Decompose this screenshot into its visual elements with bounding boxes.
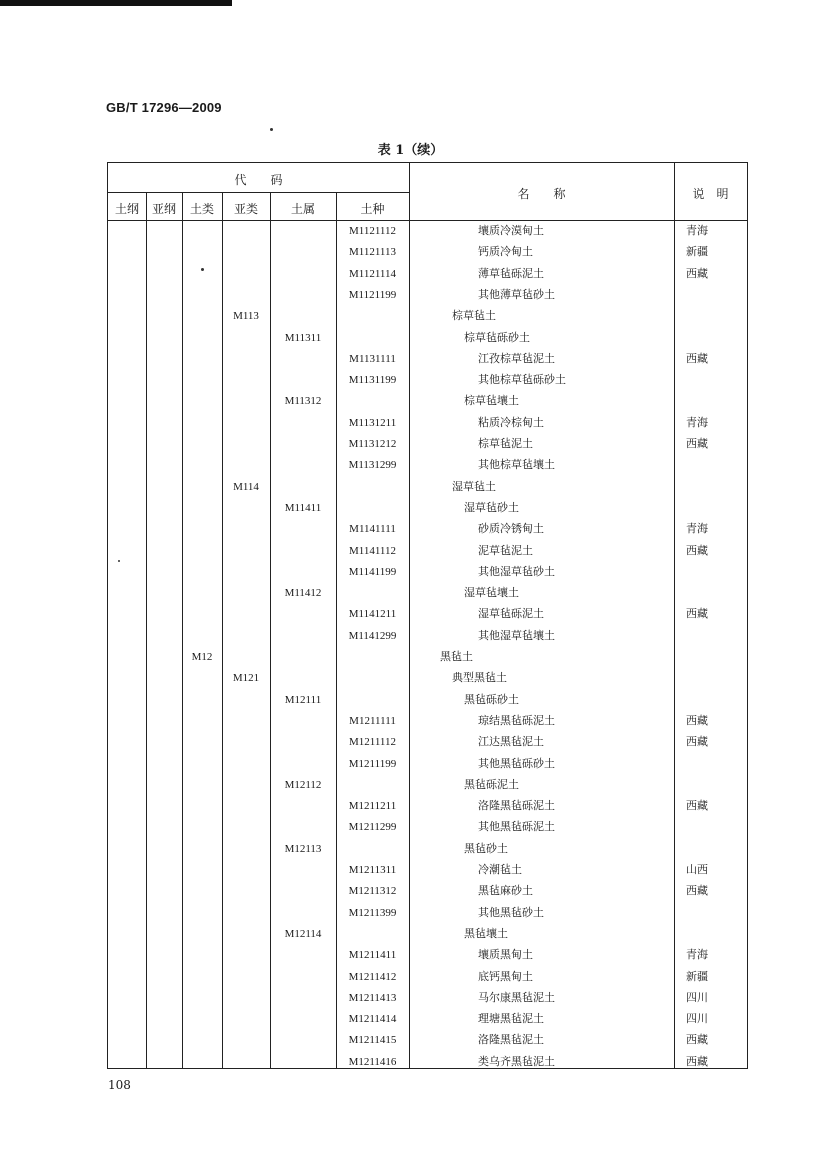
header-note: 说 明 [692, 187, 729, 201]
row-name: 黑毡壤土 [464, 926, 508, 940]
row-name: 薄草毡砾泥土 [478, 266, 544, 280]
row-name: 其他棕草毡壤土 [478, 458, 555, 472]
row-name: 泥草毡泥土 [478, 543, 533, 557]
row-name: 其他湿草毡壤土 [478, 628, 555, 642]
row-name: 黑毡砾砂土 [464, 692, 519, 706]
scan-speck [118, 560, 120, 562]
row-code: M11312 [284, 395, 322, 408]
row-code: M11412 [284, 587, 322, 600]
row-code: M1211112 [348, 736, 397, 749]
standard-code: GB/T 17296—2009 [106, 100, 222, 115]
row-code: M11411 [284, 501, 322, 514]
row-note: 西藏 [686, 1054, 708, 1068]
row-code: M1211399 [348, 906, 397, 919]
row-note: 西藏 [686, 713, 708, 727]
row-note: 山西 [686, 863, 708, 876]
classification-table [107, 162, 748, 1069]
header-divider-lower [108, 220, 747, 221]
row-name: 类乌齐黑毡泥土 [478, 1054, 555, 1068]
row-code: M11311 [284, 331, 322, 344]
row-name: 黑毡砂土 [464, 841, 508, 855]
row-name: 典型黑毡土 [452, 671, 507, 685]
row-note: 西藏 [686, 543, 708, 557]
row-code: M12114 [284, 927, 322, 940]
row-name: 黑毡土 [440, 650, 473, 663]
row-name: 棕草毡壤土 [464, 394, 519, 408]
row-code: M1211412 [348, 970, 397, 983]
col-divider-6 [409, 163, 410, 1068]
row-code: M1131111 [349, 352, 396, 365]
row-name: 冷潮毡土 [478, 863, 522, 876]
row-name: 理塘黑毡泥土 [478, 1012, 544, 1026]
row-name: 湿草毡壤土 [464, 586, 519, 600]
row-name: 马尔康黑毡泥土 [478, 990, 555, 1004]
row-name: 底钙黑甸土 [478, 969, 533, 983]
row-code: M1211299 [348, 821, 397, 834]
row-note: 新疆 [686, 245, 708, 259]
row-code: M1121114 [348, 267, 397, 280]
row-code: M1211211 [348, 800, 397, 813]
header-divider-upper [108, 192, 409, 193]
row-code: M1121199 [348, 288, 397, 301]
header-order: 土纲 [114, 202, 139, 216]
row-note: 西藏 [686, 884, 708, 898]
row-code: M121 [232, 672, 260, 685]
row-name: 粘质冷棕甸土 [478, 415, 544, 429]
row-name: 其他黑毡砂土 [478, 905, 544, 919]
row-name: 其他薄草毡砂土 [478, 287, 555, 301]
row-code: M1211411 [348, 949, 397, 962]
row-note: 西藏 [686, 437, 708, 450]
row-code: M114 [233, 480, 259, 493]
row-name: 湿草毡土 [452, 479, 496, 493]
col-divider-7 [674, 163, 675, 1068]
row-code: M1131211 [348, 416, 397, 429]
row-name: 其他湿草毡砂土 [478, 564, 555, 578]
row-name: 其他黑毡砾砂土 [478, 756, 555, 770]
scan-speck [270, 128, 273, 131]
row-name: 黑毡麻砂土 [478, 884, 533, 898]
row-name: 其他黑毡砾泥土 [478, 820, 555, 834]
row-code: M1131299 [348, 459, 397, 472]
row-name: 江达黑毡泥土 [478, 735, 544, 749]
row-name: 其他棕草毡砾砂土 [478, 373, 566, 387]
row-code: M1211413 [348, 991, 397, 1004]
header-suborder: 亚纲 [151, 202, 176, 216]
row-code: M1141112 [348, 544, 397, 557]
row-code: M113 [233, 310, 259, 323]
row-name: 江孜棕草毡泥土 [478, 351, 555, 365]
row-note: 青海 [686, 948, 708, 962]
row-code: M1131199 [348, 374, 397, 387]
row-code: M12111 [284, 693, 322, 706]
header-family: 土属 [290, 202, 315, 216]
row-code: M1211312 [348, 885, 397, 898]
row-code: M12113 [284, 842, 322, 855]
row-name: 琼结黑毡砾泥土 [478, 713, 555, 727]
row-name: 湿草毡砂土 [464, 500, 519, 514]
row-note: 西藏 [686, 266, 708, 280]
row-note: 西藏 [686, 735, 708, 749]
row-code: M12112 [284, 778, 322, 791]
row-note: 四川 [686, 1012, 708, 1026]
row-note: 四川 [686, 990, 708, 1004]
row-name: 洛隆黑毡砾泥土 [478, 799, 555, 813]
row-note: 青海 [686, 522, 708, 536]
col-divider-3 [222, 192, 223, 1068]
row-name: 棕草毡砾砂土 [464, 330, 530, 344]
col-divider-1 [146, 192, 147, 1068]
row-note: 西藏 [686, 1033, 708, 1047]
row-note: 西藏 [686, 607, 708, 621]
row-name: 湿草毡砾泥土 [478, 607, 544, 621]
row-code: M1211199 [348, 757, 397, 770]
row-name: 钙质冷甸土 [478, 245, 533, 259]
row-code: M1131212 [348, 438, 397, 450]
table-caption: 表 1（续） [377, 143, 444, 158]
row-code: M1211111 [349, 714, 396, 727]
page-number: 108 [108, 1078, 131, 1092]
row-code: M1121113 [348, 246, 397, 259]
row-code: M1211414 [348, 1013, 397, 1026]
row-code: M12 [191, 651, 213, 663]
row-note: 新疆 [686, 969, 708, 983]
row-name: 洛隆黑毡泥土 [478, 1033, 544, 1047]
row-note: 西藏 [686, 351, 708, 365]
row-name: 壤质黑甸土 [478, 948, 533, 962]
header-subgroup: 亚类 [233, 202, 258, 216]
row-code: M1141299 [348, 629, 397, 642]
row-note: 西藏 [686, 799, 708, 813]
row-name: 壤质冷漠甸土 [478, 224, 544, 237]
header-code-group: 代 码 [234, 173, 283, 187]
row-code: M1141199 [348, 565, 397, 578]
top-edge-bar [0, 0, 232, 6]
row-note: 青海 [686, 224, 708, 237]
header-name: 名 称 [517, 187, 566, 201]
row-note: 青海 [686, 415, 708, 429]
row-name: 棕草毡泥土 [478, 437, 533, 450]
row-code: M1211416 [348, 1055, 397, 1068]
header-group: 土类 [189, 202, 214, 216]
row-name: 棕草毡土 [452, 309, 496, 323]
row-code: M1211311 [348, 864, 397, 876]
row-code: M1211415 [348, 1034, 397, 1047]
col-divider-2 [182, 192, 183, 1068]
row-code: M1141211 [348, 608, 397, 621]
row-name: 砂质冷锈甸土 [478, 522, 544, 536]
header-species: 土种 [360, 202, 385, 216]
row-name: 黑毡砾泥土 [464, 777, 519, 791]
scan-speck [201, 268, 204, 271]
row-code: M1121112 [348, 225, 397, 237]
row-code: M1141111 [349, 523, 396, 536]
